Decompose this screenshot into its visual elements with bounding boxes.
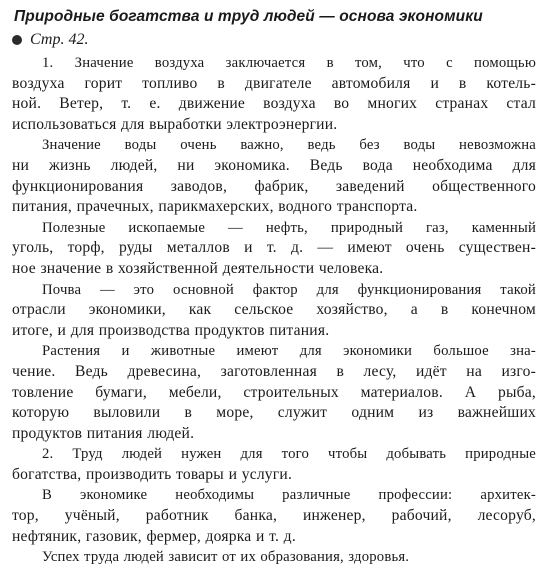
paragraph-line: которую выловили в море, служит одним из важнейших [12, 404, 536, 422]
paragraph-professions [12, 485, 536, 547]
paragraph-line: Успех труда людей зависит от их образования, здоровья. [42, 549, 410, 566]
paragraph-plants-animals [12, 341, 536, 444]
paragraph-line: ни жизнь людей, ни экономика. Ведь вода необходима для [12, 156, 536, 174]
paragraph-line: уголь, торф, руды металлов и т. д. — имеют очень существен- [12, 239, 536, 257]
paragraph-line: богатства, производить товары и услуги. [12, 465, 293, 483]
paragraph-labor [12, 444, 536, 485]
bullet-icon [12, 35, 22, 45]
paragraph-minerals [12, 218, 536, 280]
paragraph-line: воздуха горит топливо в двигателе автомобиля и в котель- [12, 74, 536, 92]
paragraph-line: 1. Значение воздуха заключается в том, что с помощью [42, 55, 536, 71]
paragraph-line: ной. Ветер, т. е. движение воздуха во многих странах стал [12, 95, 536, 113]
page-reference [12, 29, 536, 51]
paragraph-line: Полезные ископаемые — нефть, природный газ, каменный [42, 219, 536, 236]
paragraph-line: продуктов питания людей. [12, 424, 195, 442]
paragraph-line: тор, учёный, работник банка, инженер, рабочий, лесоруб, [12, 507, 536, 525]
paragraph-line: Почва — это основной фактор для функционирования такой [42, 281, 536, 298]
paragraph-success [12, 547, 536, 568]
paragraph-line: товление бумаги, мебели, строительных материалов. А рыба, [12, 383, 536, 401]
paragraph-line: В экономике необходимы различные профессии: архитек- [42, 487, 536, 504]
paragraph-line: 2. Труд людей нужен для того чтобы добывать природные [42, 446, 536, 463]
paragraph-soil [12, 280, 536, 342]
paragraph-line: использоваться для выработки электроэнергии. [12, 115, 338, 133]
page-title: Природные богатства и труд людей — основа экономики [14, 8, 483, 25]
paragraph-line: Значение воды очень важно, ведь без воды невозможна [42, 137, 536, 154]
paragraph-line: ное значение в хозяйственной деятельности человека. [12, 259, 384, 277]
paragraph-air [12, 53, 536, 135]
page-reference-text: Стр. 42. [30, 31, 89, 48]
paragraph-line: Растения и животные имеют для экономики большое зна- [42, 343, 536, 360]
paragraph-line: функционирования заводов, фабрик, заведений общественного [12, 177, 536, 195]
paragraph-line: питания, прачечных, парикмахерских, водного транспорта. [12, 198, 418, 216]
paragraph-water [12, 135, 536, 217]
paragraph-line: чение. Ведь древесина, заготовленная в лесу, идёт на изго- [12, 362, 536, 380]
paragraph-line: нефтяник, газовик, фермер, доярка и т. д. [12, 527, 296, 545]
paragraph-line: итоге, и для производства продуктов питания. [12, 321, 330, 339]
paragraph-line: отрасли экономики, как сельское хозяйство, а в конечном [12, 301, 536, 319]
